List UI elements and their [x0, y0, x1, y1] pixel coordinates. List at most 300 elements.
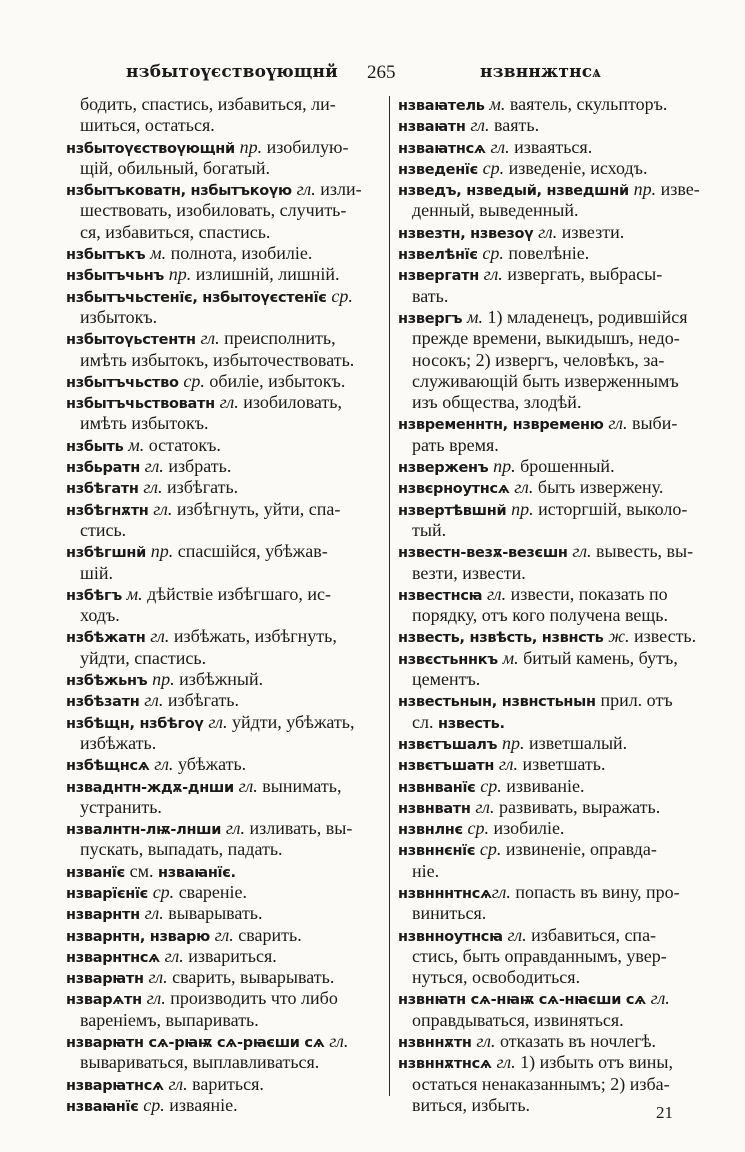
grammar-label: пр.	[239, 136, 263, 157]
definition-text: изветшалый.	[524, 732, 628, 753]
dictionary-line	[66, 712, 386, 733]
headword: нзбѣжьнъ	[66, 673, 153, 690]
headword: нзварꙗтн сѧ-рꙗѭ сѧ-рꙗєши сѧ	[66, 1035, 330, 1052]
grammar-label: гл.	[153, 498, 173, 519]
definition-text: избѣжный.	[174, 669, 264, 690]
dictionary-line	[66, 477, 386, 498]
definition-text: извариться.	[183, 945, 277, 966]
grammar-label: пр.	[633, 179, 657, 200]
grammar-label: гл.	[143, 477, 163, 498]
dictionary-line	[66, 1095, 386, 1116]
grammar-label: гл.	[144, 456, 164, 477]
grammar-label: гл.	[146, 988, 166, 1009]
grammar-label: ср.	[152, 881, 175, 902]
definition-text: имѣть избытокъ.	[80, 413, 209, 434]
grammar-label: гл.	[144, 690, 164, 711]
grammar-label: гл.	[148, 967, 168, 988]
grammar-label: гл.	[225, 818, 246, 839]
definition-text: ніе.	[412, 860, 440, 881]
grammar-label: гл.	[491, 881, 511, 902]
definition-text: изветшать.	[518, 754, 606, 775]
definition-text: избѣгать.	[163, 690, 240, 711]
dictionary-line	[66, 413, 386, 434]
dictionary-line	[398, 605, 723, 626]
definition-text: остатокъ.	[144, 434, 221, 455]
header-right-headword: нзвннжтнсѧ	[480, 62, 601, 82]
dictionary-line	[66, 137, 386, 158]
grammar-label: ср.	[482, 157, 505, 178]
definition-text: нуться, освободиться.	[412, 967, 581, 988]
grammar-label: гл.	[487, 583, 507, 604]
dictionary-line	[66, 520, 386, 541]
headword: нзбыть	[66, 438, 129, 455]
dictionary-line	[66, 94, 386, 115]
grammar-label: гл.	[538, 221, 558, 242]
dictionary-line	[66, 903, 386, 924]
definition-text: 1) младенецъ, родившійся	[482, 306, 688, 327]
grammar-label: гл.	[470, 115, 490, 136]
definition-text: цементъ.	[412, 669, 481, 690]
headword: нзвєтъшатн	[398, 758, 499, 775]
definition-text: устранить.	[80, 796, 162, 817]
definition-text: сварить.	[233, 924, 302, 945]
definition-text: вывесть, вы-	[591, 541, 694, 562]
definition-text: вывариваться, выплавливаться.	[80, 1052, 320, 1073]
dictionary-line	[398, 264, 723, 285]
dictionary-line	[398, 903, 723, 924]
grammar-label: м.	[126, 583, 143, 604]
grammar-label: гл.	[475, 796, 495, 817]
headword: нзвезтн, нзвезоү	[398, 225, 539, 242]
definition-text: шій.	[80, 562, 113, 583]
definition-text: изваяніе.	[164, 1094, 238, 1115]
grammar-label: гл.	[238, 775, 258, 796]
definition-text: избытокъ.	[80, 306, 158, 327]
headword: нзвєрноутнсѧ	[398, 481, 515, 498]
dictionary-line	[398, 776, 723, 797]
definition-text: шиться, остаться.	[80, 115, 215, 136]
dictionary-line	[398, 307, 723, 328]
headword: нзбытъчьство	[66, 374, 184, 391]
headword: нзвестьнын, нзвнстьнын	[398, 694, 601, 711]
definition-text: избавиться, спа-	[526, 924, 657, 945]
grammar-label: ср.	[467, 818, 490, 839]
grammar-label: гл.	[498, 754, 519, 775]
definition-text: стись, быть оправданнымъ, увер-	[412, 945, 667, 966]
dictionary-line	[398, 286, 723, 307]
grammar-label: гл.	[496, 1052, 516, 1073]
column-divider	[389, 96, 390, 1096]
definition-text: убѣжать.	[173, 754, 247, 775]
grammar-label: гл.	[650, 988, 670, 1009]
dictionary-line	[398, 626, 723, 647]
dictionary-line	[66, 584, 386, 605]
headword: нзвалнтн-лѭ-лнши	[66, 822, 226, 839]
dictionary-line	[66, 200, 386, 221]
definition-text: исторгшій, выколо-	[533, 498, 688, 519]
definition-text: изобилую-	[262, 136, 349, 157]
definition-text: 1) избыть отъ вины,	[515, 1052, 673, 1073]
dictionary-line	[66, 456, 386, 477]
dictionary-line	[66, 733, 386, 754]
definition-text: извиненіе, оправда-	[501, 839, 657, 860]
headword: нзбытоүьстентн	[66, 332, 201, 349]
definition-text: изве-	[656, 179, 700, 200]
dictionary-line	[66, 839, 386, 860]
grammar-label: гл.	[296, 179, 316, 200]
grammar-label: гл.	[164, 945, 184, 966]
headword: нзвнꙗтн сѧ-нꙗѭ сѧ-нꙗєши сѧ	[398, 992, 651, 1009]
dictionary-line	[66, 1052, 386, 1073]
definition-text: щій, обильный, богатый.	[80, 157, 270, 178]
definition-text: ходъ.	[80, 605, 120, 626]
grammar-label: пр.	[511, 498, 534, 519]
dictionary-line	[398, 690, 723, 711]
dictionary-line	[398, 1010, 723, 1031]
definition-text: излишній, лишній.	[191, 264, 340, 285]
headword: нзварꙗтнсѧ	[66, 1077, 169, 1094]
grammar-label: м.	[150, 243, 167, 264]
headword: нзбѣгнѫтн	[66, 502, 154, 519]
dictionary-line	[66, 541, 386, 562]
dictionary-line	[66, 243, 386, 264]
grammar-label: гл.	[214, 924, 234, 945]
grammar-label: м.	[502, 647, 519, 668]
dictionary-line	[66, 264, 386, 285]
headword: нзвнннтнсѧ	[398, 885, 492, 902]
definition-text: рать время.	[412, 434, 499, 455]
grammar-label: гл.	[514, 477, 534, 498]
dictionary-line	[398, 520, 723, 541]
grammar-label: ср.	[331, 285, 353, 306]
dictionary-line	[398, 328, 723, 349]
dictionary-line	[398, 754, 723, 775]
definition-text: уйдти, убѣжать,	[227, 711, 355, 732]
definition-text: изливать, вы-	[245, 818, 353, 839]
headword: нзбѣгъ	[66, 587, 127, 604]
definition-text: битый камень, бутъ,	[518, 647, 678, 668]
definition-text: тый.	[412, 519, 447, 540]
definition-text: прежде времени, выкидышъ, недо-	[412, 328, 680, 349]
headword: нзваꙗтн	[398, 119, 471, 136]
definition-text: сл.	[412, 711, 438, 732]
right-column	[398, 94, 723, 1116]
headword: нзбытъкъ	[66, 247, 151, 264]
definition-text: везти, извести.	[412, 562, 526, 583]
dictionary-line	[66, 328, 386, 349]
dictionary-line	[398, 861, 723, 882]
dictionary-line	[398, 137, 723, 158]
dictionary-line	[398, 797, 723, 818]
headword: нзвесть, нзвѣсть, нзвнсть	[398, 630, 609, 647]
dictionary-line	[398, 200, 723, 221]
dictionary-line	[398, 94, 723, 115]
grammar-label: пр.	[501, 732, 525, 753]
headword: нзварнтнсѧ	[66, 949, 165, 966]
grammar-label: м.	[489, 94, 506, 114]
grammar-label: гл.	[150, 626, 170, 647]
definition-text: дѣйствіе избѣгшаго, ис-	[142, 583, 332, 604]
definition-text: избѣгнуть, уйти, спа-	[172, 498, 341, 519]
definition-text: развивать, выражать.	[494, 796, 661, 817]
definition-text: отказать въ ночлегѣ.	[495, 1031, 657, 1052]
signature-mark: 21	[656, 1103, 673, 1122]
definition-text: изведеніе, исходъ.	[504, 157, 648, 178]
dictionary-line	[398, 946, 723, 967]
dictionary-line	[398, 371, 723, 392]
headword: нзванїє	[66, 864, 130, 881]
definition-text: служивающій быть изверженнымъ	[412, 370, 679, 391]
definition-text: виться, избыть.	[412, 1094, 531, 1115]
dictionary-line	[66, 776, 386, 797]
headword: нзвестн-везѫ-везєшн	[398, 545, 573, 562]
definition-text: денный, выведенный.	[412, 200, 579, 221]
grammar-label: гл.	[208, 711, 228, 732]
dictionary-line	[398, 1095, 723, 1116]
dictionary-line	[398, 499, 723, 520]
headword: нзвнлнє	[398, 822, 468, 839]
dictionary-line	[66, 946, 386, 967]
grammar-label: гл.	[490, 136, 510, 157]
dictionary-line	[398, 882, 723, 903]
definition-text: уйдти, спастись.	[80, 647, 207, 668]
definition-text: носокъ; 2) извергъ, человѣкъ, за-	[412, 349, 665, 370]
definition-text: повелѣніе.	[503, 243, 590, 264]
page-number: 265	[367, 62, 396, 83]
definition-text: выби-	[627, 413, 678, 434]
definition-text: спасшійся, убѣжав-	[173, 541, 328, 562]
dictionary-line	[66, 882, 386, 903]
grammar-label: м.	[128, 434, 145, 455]
dictionary-line	[398, 563, 723, 584]
definition-text: извести, показать по	[506, 583, 668, 604]
headword: нзбытъчьстенїє, нзбытоүєстенїє	[66, 289, 332, 306]
headword: нзвесть.	[437, 715, 505, 732]
headword: нзварѧтн	[66, 992, 147, 1009]
dictionary-line	[398, 839, 723, 860]
dictionary-line	[398, 925, 723, 946]
grammar-label: гл.	[200, 328, 220, 349]
dictionary-line	[398, 1031, 723, 1052]
definition-text: остаться ненаказаннымъ; 2) изба-	[412, 1073, 670, 1094]
dictionary-line	[66, 563, 386, 584]
headword: нзварїєнїє	[66, 885, 153, 902]
dictionary-line	[398, 477, 723, 498]
dictionary-line	[398, 669, 723, 690]
definition-text: избѣгать.	[162, 477, 239, 498]
headword: нзваꙗтель	[398, 98, 490, 114]
dictionary-line	[66, 690, 386, 711]
definition-text: быть извержену.	[533, 477, 664, 498]
definition-text: попасть въ вину, про-	[510, 881, 680, 902]
dictionary-line	[66, 1074, 386, 1095]
headword: нзбѣзатн	[66, 694, 145, 711]
dictionary-line	[66, 1031, 386, 1052]
grammar-label: гл.	[219, 392, 239, 413]
definition-text: свареніе.	[174, 881, 248, 902]
dictionary-line	[398, 988, 723, 1009]
dictionary-line	[66, 605, 386, 626]
definition-text: выварывать.	[163, 903, 263, 924]
headword: нзбѣгшнй	[66, 545, 151, 562]
dictionary-line	[66, 307, 386, 328]
definition-text: изъ общества, злодѣй.	[412, 392, 582, 413]
dictionary-line	[66, 988, 386, 1009]
definition-text: известь.	[629, 626, 697, 647]
grammar-label: пр.	[168, 264, 192, 285]
dictionary-line	[66, 1010, 386, 1031]
dictionary-line	[398, 158, 723, 179]
dictionary-line	[398, 967, 723, 988]
headword: нзбытъчьствоватн	[66, 396, 220, 413]
definition-text: вать.	[412, 285, 449, 306]
grammar-label: ср.	[143, 1094, 165, 1115]
definition-text: извезти.	[557, 221, 625, 242]
dictionary-line	[398, 584, 723, 605]
definition-text: стись.	[80, 519, 127, 540]
dictionary-line	[398, 435, 723, 456]
dictionary-line	[66, 967, 386, 988]
headword: нзвннѫтн	[398, 1035, 477, 1052]
definition-text: вынимать,	[257, 775, 342, 796]
dictionary-line	[398, 115, 723, 136]
headword: нзвнноутнсꙗ	[398, 928, 508, 945]
grammar-label: гл.	[168, 1073, 188, 1094]
dictionary-line	[66, 286, 386, 307]
definition-text: обиліе, избытокъ.	[204, 370, 346, 391]
dictionary-line	[398, 1052, 723, 1073]
definition-text: сварить, выварывать.	[167, 967, 335, 988]
grammar-label: гл.	[572, 541, 592, 562]
grammar-label: ж.	[608, 626, 630, 647]
header-left-headword: нзбытоүєствоүющнй	[126, 62, 338, 82]
headword: нзварꙗтн	[66, 971, 149, 988]
dictionary-line	[66, 818, 386, 839]
dictionary-line	[66, 158, 386, 179]
grammar-label: гл.	[476, 1031, 496, 1052]
grammar-label: м.	[466, 306, 483, 327]
headword: нзвертѣвшнй	[398, 502, 512, 519]
definition-text: оправдываться, извиняться.	[412, 1009, 624, 1030]
headword: нзвнватн	[398, 800, 476, 817]
headword: нзвннєнїє	[398, 843, 480, 860]
definition-text: вареніемъ, выпаривать.	[80, 1009, 259, 1030]
definition-text: изобиліе.	[489, 818, 565, 839]
dictionary-line	[66, 371, 386, 392]
dictionary-line	[398, 733, 723, 754]
definition-text: преисполнить,	[219, 328, 336, 349]
grammar-label: гл.	[608, 413, 628, 434]
dictionary-line	[398, 222, 723, 243]
dictionary-line	[66, 499, 386, 520]
definition-text: извергать, выбрасы-	[502, 264, 663, 285]
headword: нзбѣщнсѧ	[66, 758, 155, 775]
dictionary-line	[66, 925, 386, 946]
definition-text: порядку, отъ кого получена вещь.	[412, 605, 668, 626]
headword: нзварнтн	[66, 907, 145, 924]
dictionary-line	[66, 669, 386, 690]
headword: нзвергъ	[398, 310, 467, 327]
dictionary-line	[398, 648, 723, 669]
definition-text: виниться.	[412, 903, 487, 924]
definition-text: прил. отъ	[600, 690, 673, 711]
headword: нзбьратн	[66, 460, 145, 477]
definition-text: изобиловать,	[238, 392, 342, 413]
grammar-label: гл.	[483, 264, 503, 285]
headword: нзбѣжатн	[66, 630, 151, 647]
headword: нзвєстьннкъ	[398, 651, 503, 668]
definition-text: брошенный.	[515, 456, 615, 477]
dictionary-line	[398, 541, 723, 562]
dictionary-line	[398, 392, 723, 413]
dictionary-line	[398, 818, 723, 839]
dictionary-line	[398, 1074, 723, 1095]
grammar-label: гл.	[154, 754, 174, 775]
headword: нзведъ, нзведый, нзведшнй	[398, 183, 634, 200]
grammar-label: пр.	[493, 456, 516, 477]
grammar-label: гл.	[329, 1031, 349, 1052]
headword: нзвелѣнїє	[398, 247, 483, 264]
headword: нзварнтн, нзварю	[66, 928, 215, 945]
dictionary-line	[66, 648, 386, 669]
headword: нзверженъ	[398, 460, 494, 477]
definition-text: избѣжать, избѣгнуть,	[169, 626, 337, 647]
headword: нзвергатн	[398, 268, 484, 285]
headword: нзвнванїє	[398, 779, 481, 796]
grammar-label: ср.	[479, 839, 502, 860]
headword: нзвєтъшалъ	[398, 736, 502, 753]
definition-text: избѣжать.	[80, 732, 157, 753]
headword: нзбытоүєствоүющнй	[66, 140, 240, 157]
headword: нзваꙗнїє	[66, 1098, 144, 1115]
definition-text: ваять.	[489, 115, 540, 136]
dictionary-line	[66, 392, 386, 413]
dictionary-line	[66, 797, 386, 818]
definition-text: избрать.	[163, 456, 232, 477]
definition-text: бодить, спастись, избавиться, ли-	[80, 94, 336, 114]
grammar-label: пр.	[150, 541, 174, 562]
grammar-label: ср.	[480, 775, 502, 796]
definition-text: см.	[129, 860, 159, 881]
headword: нзбытъковатн, нзбытъкоүю	[66, 183, 297, 200]
headword: нзбытъчьнъ	[66, 268, 169, 285]
definition-text: изваяться.	[509, 136, 593, 157]
headword: нзбѣщн, нзбѣгоү	[66, 715, 209, 732]
dictionary-line	[398, 350, 723, 371]
headword: нзвннѫтнсѧ	[398, 1056, 497, 1073]
definition-text: производить что либо	[165, 988, 338, 1009]
dictionary-line	[66, 350, 386, 371]
grammar-label: ср.	[183, 370, 205, 391]
dictionary-line	[398, 712, 723, 733]
dictionary-line	[398, 243, 723, 264]
dictionary-line	[66, 115, 386, 136]
grammar-label: гл.	[144, 903, 164, 924]
definition-text: ся, избавиться, спастись.	[80, 221, 271, 242]
headword: нзвременнтн, нзвременю	[398, 417, 609, 434]
definition-text: извиваніе.	[501, 775, 585, 796]
definition-text: шествовать, изобиловать, случить-	[80, 200, 347, 221]
headword: нзваднтн-ждѫ-днши	[66, 779, 239, 796]
grammar-label: ср.	[482, 243, 504, 264]
definition-text: вариться.	[187, 1073, 264, 1094]
dictionary-line	[66, 179, 386, 200]
dictionary-line	[66, 626, 386, 647]
dictionary-line	[66, 754, 386, 775]
definition-text: пускать, выпадать, падать.	[80, 839, 283, 860]
dictionary-line	[398, 456, 723, 477]
dictionary-line	[66, 861, 386, 882]
